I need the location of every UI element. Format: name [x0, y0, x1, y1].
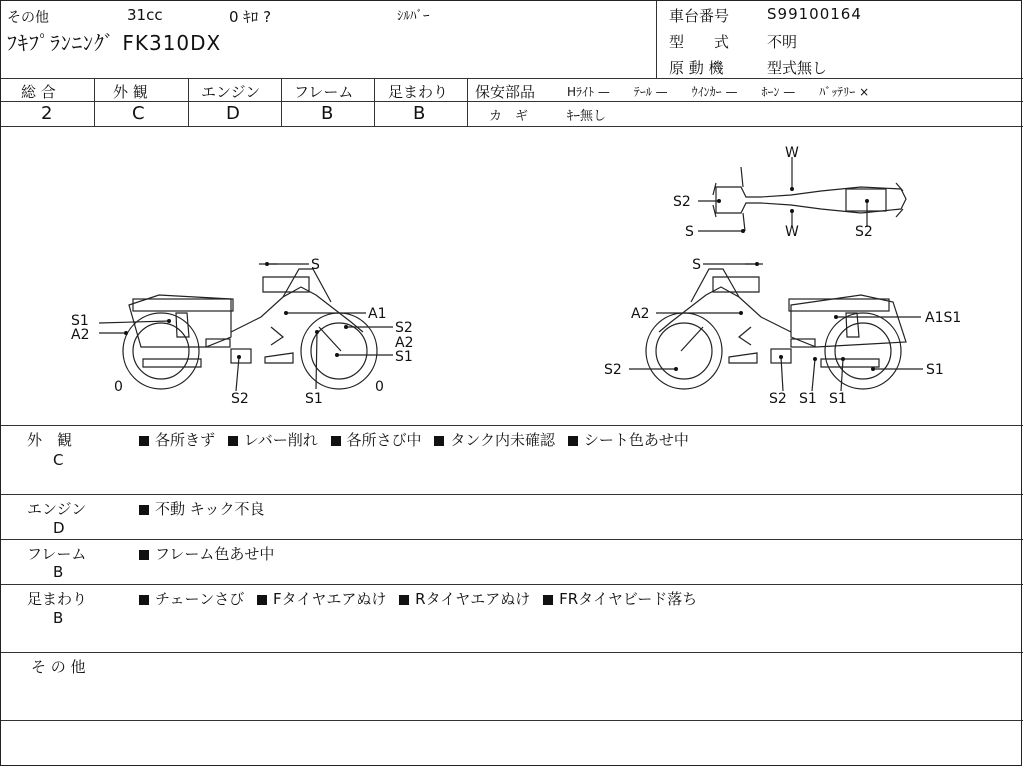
grade-engine-label: エンジン: [201, 83, 261, 101]
leader-lines: [99, 157, 923, 391]
grade-frame-label: フレーム: [294, 83, 354, 101]
displacement: 31cc: [127, 6, 163, 24]
frame-no: S99100164: [767, 5, 862, 23]
divider: [188, 79, 189, 126]
left-side-view: [123, 264, 377, 389]
grade-frame-value: B: [321, 103, 334, 124]
divider: [1, 652, 1023, 653]
label-w: W: [785, 145, 799, 161]
divider: [281, 79, 282, 126]
label-s1: S1: [71, 313, 89, 329]
label-s2: S2: [604, 362, 622, 378]
note-item: レバー削れ: [243, 431, 318, 449]
grade-exterior-value: C: [132, 103, 145, 124]
label-s: S: [311, 257, 320, 273]
note-engine-label: エンジン: [27, 500, 87, 518]
divider: [1, 425, 1023, 426]
mileage: 0 ｷﾛ ?: [229, 8, 272, 26]
note-exterior-items: [137, 429, 695, 450]
key-value: ｷｰ無し: [567, 109, 607, 124]
label-s: S: [685, 224, 694, 240]
label-a2: A2: [631, 306, 650, 322]
grade-overall-label: 総 合: [21, 83, 56, 101]
header-divider: [656, 1, 657, 79]
note-item: Fタイヤエアぬけ: [273, 590, 387, 608]
grade-suspension-label: 足まわり: [388, 83, 449, 101]
note-item: 各所さび中: [346, 431, 422, 449]
note-item: フレーム色あせ中: [155, 545, 275, 563]
label-a1s1: A1S1: [925, 310, 962, 326]
right-side-view: [646, 264, 906, 389]
grade-exterior-label: 外 観: [113, 83, 148, 101]
label-zero: 0: [375, 379, 384, 395]
note-suspension-grade: B: [53, 609, 64, 627]
label-s1: S1: [305, 391, 323, 407]
engine-value: 型式無し: [767, 59, 828, 77]
divider: [1, 539, 1023, 540]
note-suspension-label: 足まわり: [27, 590, 88, 608]
label-a2: A2: [71, 327, 90, 343]
label-s1: S1: [829, 391, 847, 407]
note-exterior-grade: C: [53, 451, 64, 469]
divider: [1, 78, 1023, 79]
note-engine-grade: D: [53, 519, 65, 537]
frame-no-label: 車台番号: [669, 7, 730, 25]
label-s2: S2: [673, 194, 691, 210]
label-s1: S1: [926, 362, 944, 378]
safety-label: 保安部品: [475, 83, 536, 101]
divider: [1, 494, 1023, 495]
label-s: S: [692, 257, 701, 273]
label-w: W: [785, 224, 799, 240]
note-item: チェーンさび: [155, 590, 245, 608]
type-value: 不明: [767, 33, 798, 51]
note-item: 各所きず: [155, 431, 216, 449]
note-exterior-label: 外 観: [27, 431, 73, 449]
model-name: ﾌｷﾌﾟﾗﾝﾆﾝｸﾞ FK310DX: [7, 31, 222, 55]
note-engine-items: [137, 498, 270, 519]
note-frame-grade: B: [53, 563, 64, 581]
grade-overall-value: 2: [41, 103, 53, 124]
note-other-label: そ の 他: [31, 658, 86, 676]
note-item: シート色あせ中: [583, 431, 689, 449]
note-suspension-items: [137, 588, 703, 609]
label-s1: S1: [799, 391, 817, 407]
label-s2: S2: [395, 320, 413, 336]
divider: [467, 79, 468, 126]
note-item: 不動 キック不良: [155, 500, 265, 518]
label-a1: A1: [368, 306, 387, 322]
label-zero: 0: [114, 379, 123, 395]
key-label: カ ギ: [489, 109, 529, 124]
grade-suspension-value: B: [413, 103, 426, 124]
category: その他: [7, 10, 49, 26]
color: ｼﾙﾊﾞｰ: [397, 9, 430, 24]
note-frame-label: フレーム: [27, 545, 87, 563]
label-s1: S1: [395, 349, 413, 365]
grade-engine-value: D: [226, 103, 240, 124]
label-s2: S2: [855, 224, 873, 240]
divider: [1, 720, 1023, 721]
top-view: [713, 167, 906, 231]
divider: [94, 79, 95, 126]
note-item: FRタイヤビード落ち: [559, 590, 698, 608]
label-s2: S2: [769, 391, 787, 407]
note-item: タンク内未確認: [450, 431, 556, 449]
damage-diagram: [1, 127, 1021, 425]
note-frame-items: [137, 543, 280, 564]
type-label: 型 式: [669, 33, 730, 51]
note-item: Rタイヤエアぬけ: [415, 590, 531, 608]
safety-items: Hﾗｲﾄ — ﾃｰﾙ — ｳｲﾝｶｰ — ﾎｰﾝ — ﾊﾞｯﾃﾘｰ ×: [567, 85, 870, 99]
label-s2: S2: [231, 391, 249, 407]
divider: [1, 584, 1023, 585]
divider: [374, 79, 375, 126]
engine-label: 原 動 機: [669, 59, 724, 77]
label-a2: A2: [395, 335, 414, 351]
